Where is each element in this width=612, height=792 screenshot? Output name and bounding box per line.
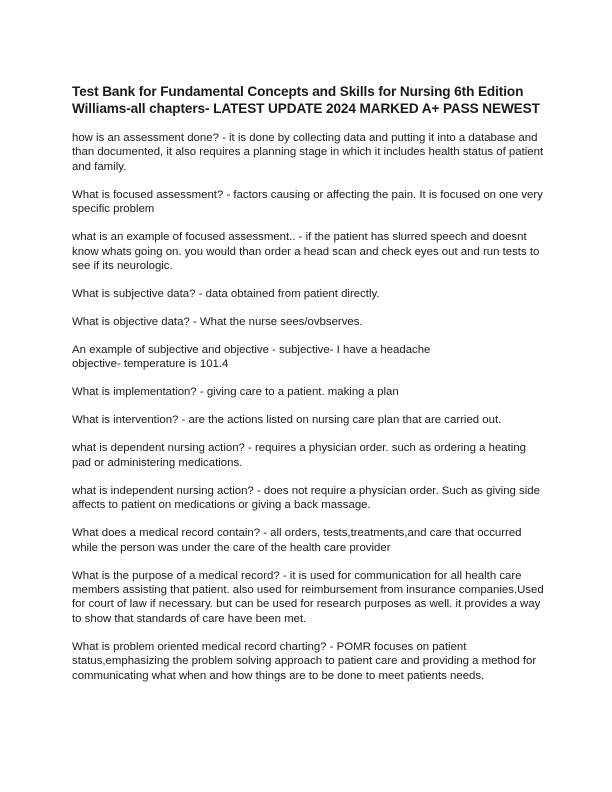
qa-entry: how is an assessment done? - it is done by collecting data and putting it into a database and than documented, it also requires a planning stage in which it includes health status of patient and family. — [72, 132, 544, 173]
document-title: Test Bank for Fundamental Concepts and Skills for Nursing 6th Edition Williams-all chapters- LATEST UPDATE 2024 MARKED A+ PASS NEWEST — [72, 84, 540, 116]
qa-entry: What is intervention? - are the actions listed on nursing care plan that are carried out. — [72, 414, 502, 427]
qa-entry: what is an example of focused assessment.. - if the patient has slurred speech and doesnt know whats going on. you would than order a head scan and check eyes out and run tests to see if its neurologic. — [72, 231, 540, 273]
qa-entry: What is problem oriented medical record charting? - POMR focuses on patient status,emphasizing the problem solving approach to patient care and providing a method for communicating what when and how things are to be done to meet patients needs. — [72, 640, 537, 682]
document-page — [72, 83, 546, 697]
qa-entry: What is implementation? - giving care to a patient. making a plan — [72, 386, 399, 399]
qa-entry: An example of subjective and objective - subjective- I have a headache objective- temperature is 101.4 — [72, 344, 431, 371]
qa-entry: what is dependent nursing action? - requires a physician order. such as ordering a heating pad or administering medications. — [72, 442, 527, 469]
qa-entry: What is objective data? - What the nurse sees/ovbserves. — [72, 316, 363, 329]
qa-entry: What is the purpose of a medical record? - it is used for communication for all health care members assisting that patient. also used for reimbursement from insurance companies.Used for court of law if necessary. but can be used for research purposes as well. it provides a way to show that standards of care have been met. — [72, 569, 544, 625]
qa-entry: What is subjective data? - data obtained from patient directly. — [72, 288, 380, 301]
qa-entry: what is independent nursing action? - does not require a physician order. Such as giving side affects to patient on medications or giving a back massage. — [72, 484, 540, 512]
qa-entry: What is focused assessment? - factors causing or affecting the pain. It is focused on one very specific problem — [72, 188, 543, 216]
qa-entry: What does a medical record contain? - all orders, tests,treatments,and care that occurred while the person was under the care of the health care provider — [72, 527, 522, 554]
